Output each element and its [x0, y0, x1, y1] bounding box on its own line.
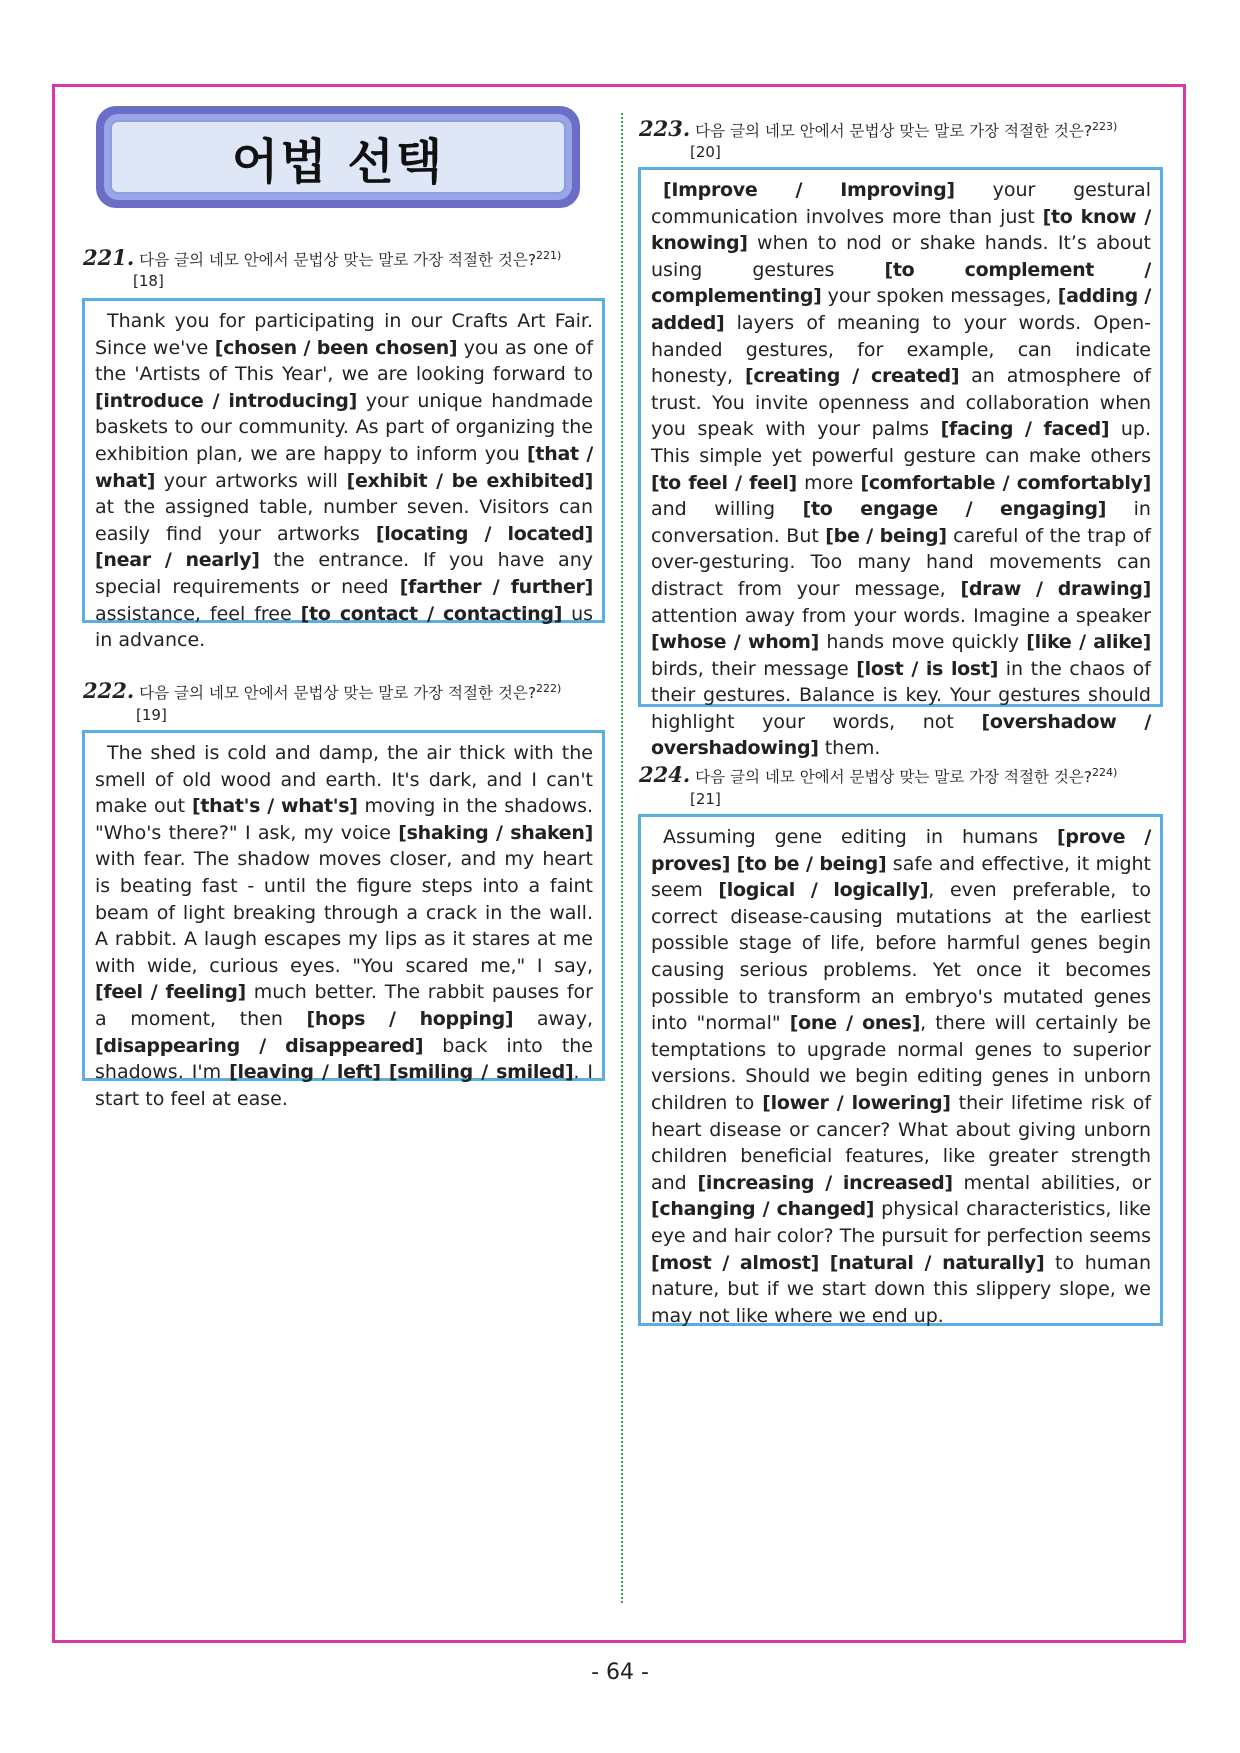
- question-prompt: 다음 글의 네모 안에서 문법상 맞는 말로 가장 적절한 것은?: [695, 122, 1093, 141]
- grammar-choice: [to engage / engaging]: [802, 498, 1107, 521]
- grammar-choice: [that / what]: [95, 442, 593, 492]
- grammar-choice: [be / being]: [825, 524, 947, 547]
- grammar-choice: [disappearing / disappeared]: [95, 1034, 424, 1057]
- grammar-choice: [one / ones]: [789, 1012, 921, 1035]
- footnote-ref: 223): [1092, 120, 1118, 133]
- grammar-choice: [whose / whom]: [651, 631, 820, 654]
- grammar-choice: [to feel / feel]: [651, 471, 797, 494]
- grammar-choice: [logical / logically]: [718, 879, 929, 902]
- passage-fragment: The shed is cold and damp, the air thick with the smell of old wood and earth. It's dark, and I can't make out: [95, 742, 593, 818]
- grammar-choice: [exhibit / be exhibited]: [346, 469, 593, 492]
- passage-fragment: an atmosphere of trust. You invite openness and collaboration when you speak with your palms: [651, 365, 1151, 441]
- passage-fragment: much better. The rabbit pauses for a moment, then: [95, 981, 593, 1030]
- passage-fragment: us in advance.: [95, 602, 594, 652]
- grammar-choice: [changing / changed]: [651, 1198, 875, 1221]
- passage-fragment: your unique handmade baskets to our community. As part of organizing the exhibition plan, we are happy to inform you: [95, 389, 593, 465]
- grammar-choice: [creating / created]: [744, 365, 960, 388]
- passage-fragment: in the chaos of their gestures. Balance is key. Your gestures should highlight your words, not: [651, 657, 1151, 733]
- grammar-choice: [lower / lowering]: [762, 1091, 951, 1114]
- passage-fragment: assistance, feel free: [95, 602, 301, 625]
- section-title: 어법 선택: [110, 120, 566, 194]
- grammar-choice: [lost / is lost]: [856, 657, 999, 680]
- grammar-choice: [increasing / increased]: [697, 1171, 953, 1194]
- question-222-header: [83, 679, 561, 703]
- grammar-choice: [comfortable / comfortably]: [860, 471, 1152, 494]
- question-number: 224.: [639, 762, 691, 788]
- grammar-choice: [natural / naturally]: [829, 1251, 1045, 1274]
- passage-fragment: your artworks will: [155, 469, 347, 492]
- grammar-choice: [Improve / Improving]: [663, 179, 955, 201]
- grammar-choice: [facing / faced]: [940, 418, 1110, 441]
- question-223-passage-box: [638, 167, 1163, 760]
- question-number: 221.: [83, 245, 135, 271]
- passage-fragment: Thank you for participating in our Crafts Art Fair. Since we've: [95, 310, 593, 359]
- section-title-banner: [96, 106, 580, 208]
- question-224-passage-box: [638, 814, 1163, 1326]
- passage-fragment: and willing: [651, 498, 803, 521]
- grammar-choice: [most / almost]: [651, 1251, 820, 1274]
- passage-fragment: their lifetime risk of heart disease or cancer? What about giving unborn children beneficial features, like greater strength and: [651, 1091, 1152, 1194]
- footnote-ref: 222): [536, 682, 562, 695]
- passage-fragment: up. This simple yet powerful gesture can make others: [651, 418, 1151, 467]
- grammar-choice: [to contact / contacting]: [300, 602, 563, 625]
- grammar-choice: [farther / further]: [399, 575, 594, 598]
- passage-fragment: hands move quickly: [819, 631, 1027, 654]
- passage-fragment: Assuming gene editing in humans: [663, 826, 1058, 848]
- grammar-choice: [smiling / smiled]: [388, 1061, 574, 1084]
- question-number: 222.: [83, 678, 135, 704]
- passage-fragment: you as one of the 'Artists of This Year', we are looking forward to: [95, 336, 594, 386]
- grammar-choice: [shaking / shaken]: [398, 821, 593, 844]
- question-prompt: 다음 글의 네모 안에서 문법상 맞는 말로 가장 적절한 것은?: [139, 684, 537, 703]
- passage-fragment: layers of meaning to your words. Open-handed gestures, for example, can indicate honesty,: [651, 311, 1151, 388]
- passage-fragment: [819, 1252, 830, 1274]
- grammar-choice: [introduce / introducing]: [95, 389, 357, 412]
- question-prompt: 다음 글의 네모 안에서 문법상 맞는 말로 가장 적절한 것은?: [695, 768, 1093, 787]
- passage-fragment: safe and effective, it might seem: [651, 852, 1151, 902]
- passage-fragment: in conversation. But: [651, 498, 1151, 547]
- question-221-header: [83, 246, 561, 270]
- grammar-choice: [like / alike]: [1026, 631, 1152, 654]
- passage-fragment: . I start to feel at ease.: [95, 1061, 594, 1110]
- passage-text: [651, 177, 1151, 762]
- passage-fragment: , there will certainly be temptations to upgrade normal genes to superior versions. Should we begin editing genes in unborn children to: [651, 1012, 1151, 1114]
- passage-fragment: attention away from your words. Imagine a speaker: [651, 604, 1151, 627]
- column-divider: [621, 113, 623, 1603]
- grammar-choice: [to complement / complementing]: [651, 258, 1151, 308]
- passage-fragment: , even preferable, to correct disease-causing mutations at the earliest possible stage of life, before harmful genes begin causing serious problems. Yet once it becomes possible to transform an embryo's mutated genes into "normal": [651, 879, 1152, 1035]
- grammar-choice: [locating / located]: [375, 522, 593, 545]
- passage-text: [651, 824, 1151, 1329]
- passage-fragment: the entrance. If you have any special requirements or need: [95, 549, 593, 598]
- grammar-choice: [adding / added]: [651, 285, 1152, 334]
- page-number: - 64 -: [591, 1660, 649, 1685]
- question-source: [20]: [690, 143, 721, 161]
- passage-fragment: birds, their message: [651, 657, 857, 680]
- passage-fragment: more: [796, 471, 861, 494]
- footnote-ref: 224): [1092, 766, 1118, 779]
- grammar-choice: [overshadow / overshadowing]: [651, 710, 1151, 760]
- grammar-choice: [that's / what's]: [191, 795, 358, 818]
- passage-text: [95, 308, 593, 654]
- passage-fragment: moving in the shadows. "Who's there?" I ask, my voice: [95, 795, 594, 844]
- question-source: [21]: [690, 790, 721, 808]
- question-number: 223.: [639, 116, 691, 142]
- footnote-ref: 221): [536, 249, 562, 262]
- passage-fragment: away,: [513, 1007, 593, 1030]
- passage-fragment: physical characteristics, like eye and hair color? The pursuit for perfection seems: [651, 1198, 1151, 1247]
- grammar-choice: [leaving / left]: [229, 1061, 381, 1084]
- passage-fragment: your spoken messages,: [821, 285, 1058, 308]
- passage-fragment: careful of the trap of over-gesturing. Too many hand movements can distract from your message,: [651, 524, 1151, 600]
- question-source: [19]: [136, 706, 167, 724]
- passage-fragment: them.: [818, 737, 881, 760]
- passage-fragment: at the assigned table, number seven. Visitors can easily find your artworks: [95, 496, 593, 545]
- passage-fragment: your gestural communication involves more than just: [651, 179, 1151, 228]
- grammar-choice: [hops / hopping]: [306, 1007, 514, 1030]
- grammar-choice: [prove / proves]: [651, 826, 1151, 875]
- passage-text: [95, 740, 593, 1112]
- grammar-choice: [to know / knowing]: [651, 205, 1151, 255]
- passage-fragment: when to nod or shake hands. It’s about using gestures: [651, 232, 1151, 281]
- grammar-choice: [to be / being]: [736, 852, 887, 875]
- passage-fragment: with fear. The shadow moves closer, and my heart is beating fast - until the figure steps into a faint beam of light breaking through a crack in the wall. A rabbit. A laugh escapes my lips as it stares at me with wide, curious eyes. "You scared me," I say,: [95, 848, 593, 977]
- grammar-choice: [feel / feeling]: [95, 981, 246, 1004]
- grammar-choice: [near / nearly]: [95, 549, 260, 572]
- question-prompt: 다음 글의 네모 안에서 문법상 맞는 말로 가장 적절한 것은?: [139, 251, 537, 270]
- question-221-passage-box: [82, 298, 605, 652]
- question-223-header: [639, 117, 1117, 141]
- passage-fragment: mental abilities, or: [952, 1171, 1152, 1194]
- question-source: [18]: [133, 272, 164, 290]
- question-222-passage-box: [82, 730, 605, 1110]
- grammar-choice: [draw / drawing]: [960, 577, 1151, 600]
- question-224-header: [639, 763, 1117, 787]
- passage-fragment: back into the shadows. I'm: [95, 1034, 593, 1084]
- passage-fragment: [381, 1061, 389, 1083]
- passage-fragment: to human nature, but if we start down this slippery slope, we may not like where we end up.: [651, 1251, 1151, 1327]
- grammar-choice: [chosen / been chosen]: [214, 336, 458, 359]
